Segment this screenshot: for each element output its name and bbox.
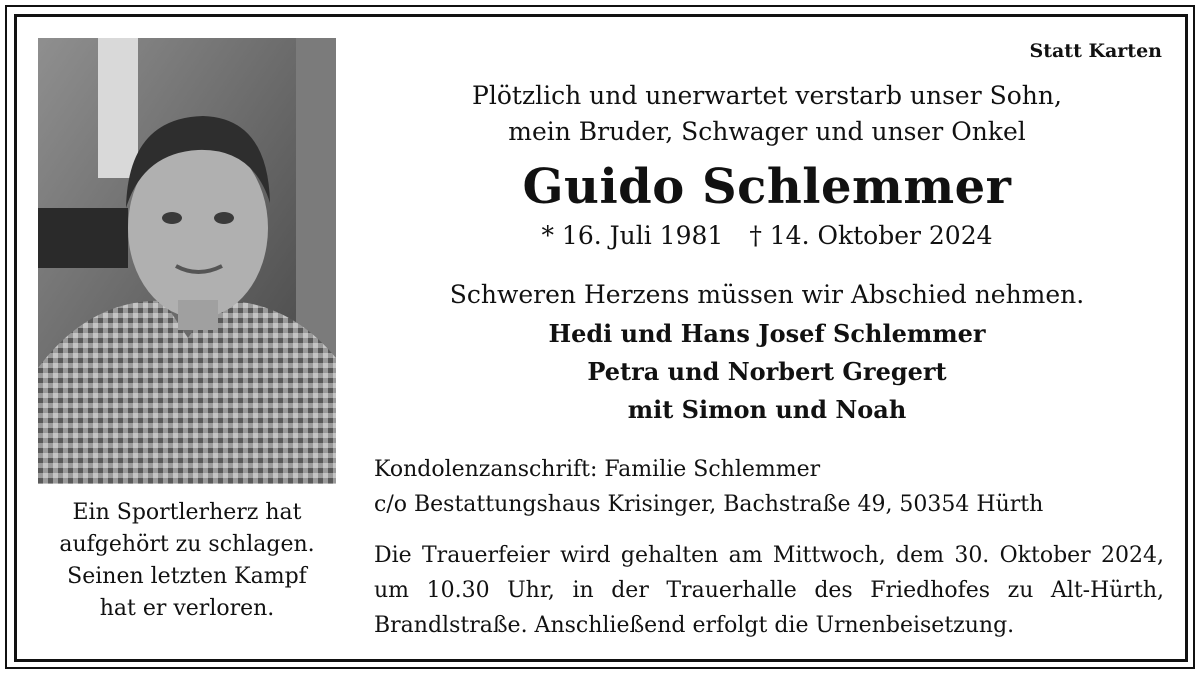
intro-line: mein Bruder, Schwager und unser Onkel (508, 117, 1026, 146)
mourner-line: Hedi und Hans Josef Schlemmer (548, 319, 986, 348)
portrait-photo (38, 38, 336, 484)
mourner-line: mit Simon und Noah (627, 395, 907, 424)
portrait-image (38, 38, 336, 484)
statt-karten-label: Statt Karten (1029, 40, 1162, 62)
service-line: Die Trauerfeier wird gehalten am Mittwoch, dem 30. Oktober 2024, (374, 543, 1164, 568)
caption-line: Seinen letzten Kampf (67, 564, 307, 589)
condolence-line: Kondolenzanschrift: Familie Schlemmer (374, 457, 821, 482)
service-line: Brandlstraße. Anschließend erfolgt die Urnenbeisetzung. (374, 613, 1015, 638)
condolence-line: c/o Bestattungshaus Krisinger, Bachstraße 49, 50354 Hürth (374, 492, 1044, 517)
birth-date: * 16. Juli 1981 (541, 221, 724, 250)
condolence-address (374, 452, 1164, 522)
death-date: † 14. Oktober 2024 (749, 221, 993, 250)
deceased-name: Guido Schlemmer (522, 159, 1012, 215)
caption-line: hat er verloren. (99, 596, 275, 621)
service-details (374, 538, 1164, 643)
mourner-line: Petra und Norbert Gregert (587, 357, 947, 386)
life-dates (372, 218, 1162, 254)
mourners-list (372, 315, 1162, 429)
caption-line: Ein Sportlerherz hat (72, 500, 302, 525)
farewell-text: Schweren Herzens müssen wir Abschied nehmen. (449, 280, 1085, 309)
service-line: um 10.30 Uhr, in der Trauerhalle des Friedhofes zu Alt-Hürth, (374, 578, 1164, 603)
photo-caption (38, 497, 336, 625)
intro-text (372, 78, 1162, 150)
intro-line: Plötzlich und unerwartet verstarb unser Sohn, (472, 81, 1062, 110)
caption-line: aufgehört zu schlagen. (59, 532, 315, 557)
